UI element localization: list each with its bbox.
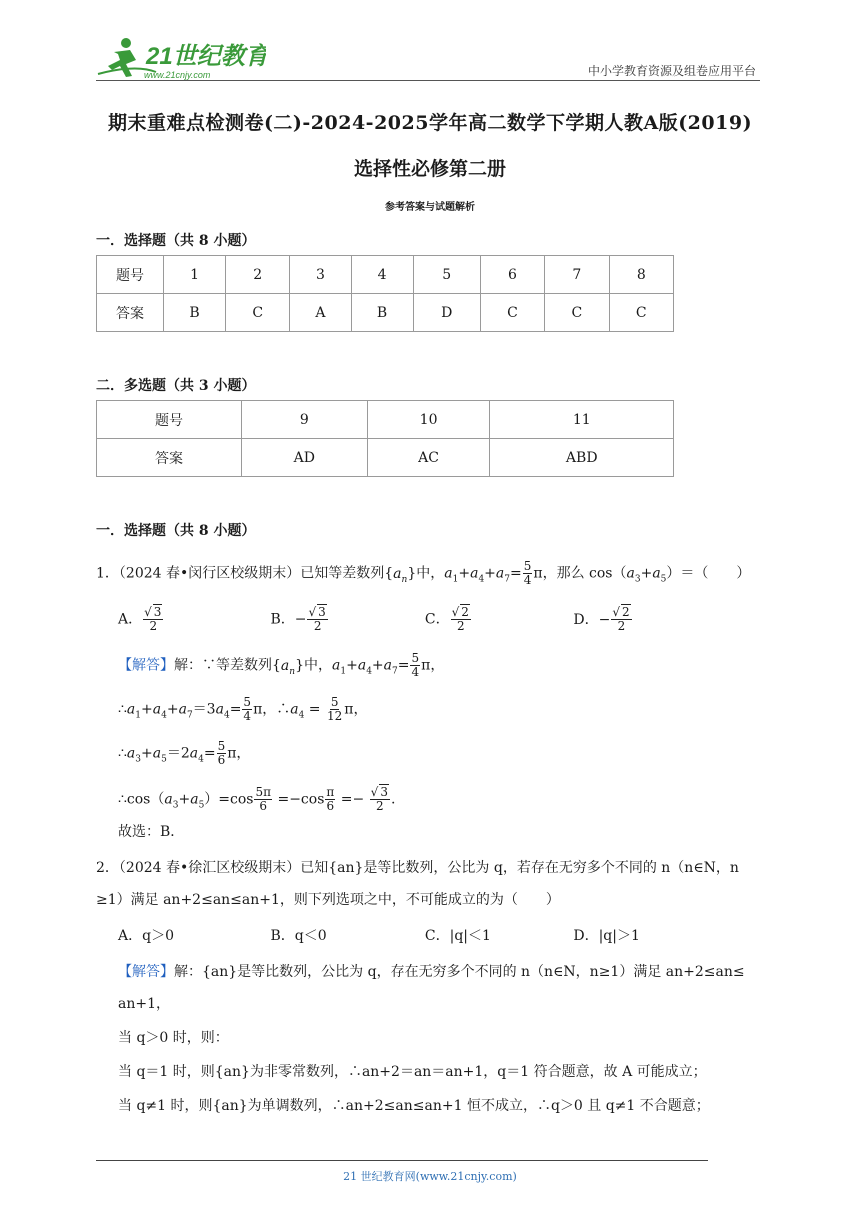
table-cell: 11 [490,401,674,439]
table-cell: A [290,294,351,332]
logo-url: www.21cnjy.com [144,70,211,80]
solution-1-line-3: $\therefore a_3+a_5=2a_4=$ $\frac{5}{6}$ π， [118,739,251,767]
footer-divider [96,1160,708,1161]
answer-table-choice [96,255,674,332]
section-heading-multi: 二．多选题（共 3 小题） [96,378,256,394]
logo [96,34,266,82]
table-cell: B [351,294,413,332]
solution-tag: 【解答】 [118,964,174,980]
table-row-label: 题号 [97,401,242,439]
table-cell: 2 [226,256,290,294]
section-heading-analysis: 一．选择题（共 8 小题） [96,523,256,539]
table-cell: AD [242,439,368,477]
footer-link[interactable]: 21 世纪教育网(www.21cnjy.com) [343,1170,517,1183]
table-cell: 10 [367,401,490,439]
table-cell: 7 [545,256,609,294]
solution-2-line-4: 当 q＝1 时，则{an}为非零常数列，∴an+2＝an＝an+1，q＝1 符合题意，故 A 可能成立； [118,1064,707,1080]
table-cell: 5 [413,256,480,294]
solution-2-line-2: an+1， [118,996,171,1012]
table-cell: 8 [609,256,673,294]
answer-table-multi [96,400,674,477]
page-title-line2: 选择性必修第二册 [353,158,506,180]
table-cell: 6 [480,256,544,294]
solution-tag: 【解答】 [118,657,174,674]
page-title: 期末重难点检测卷(二)-2024-2025学年高二数学下学期人教A版(2019) [107,112,753,134]
header-divider [96,80,760,81]
table-cell: 1 [164,256,226,294]
solution-2-line-3: 当 q＞0 时，则： [118,1030,229,1046]
solution-1-line-2: $\therefore a_1+a_4+a_7=3a_4=$ $\frac{5}{4}$ π，$\therefore a_4$ = $\frac{5}{12}$ π， [118,695,368,723]
page-subtitle: 参考答案与试题解析 [385,202,475,213]
table-row-label: 题号 [97,256,164,294]
question-2-options: A．q＞0 B．q＜0 C．|q|＜1 D．|q|＞1 [118,928,640,944]
solution-2-line-5: 当 q≠1 时，则{an}为单调数列，∴an+2≤an≤an+1 恒不成立，∴q＞0 且 q≠1 不合题意； [118,1098,710,1114]
section-heading-choice: 一．选择题（共 8 小题） [96,233,256,249]
header-platform-text: 中小学教育资源及组卷应用平台 [587,64,756,78]
logo-text: 21世纪教育 [146,43,266,70]
solution-1-line-1: 【解答】解：∵等差数列$\{a_n\}$中，$a_1+a_4+a_7=$ $\frac{5}{4}$ π， [118,651,445,679]
solution-2-line-1: 【解答】解：{an}是等比数列，公比为 q，存在无穷多个不同的 n（n∈N，n≥1）满足 an+2≤an≤ [118,964,745,980]
question-2-stem-line-2: ≥1）满足 an+2≤an≤an+1，则下列选项之中，不可能成立的为（ ） [96,892,560,908]
table-cell: AC [367,439,490,477]
table-row-label: 答案 [97,439,242,477]
table-cell: 9 [242,401,368,439]
question-1-stem: 1．（2024 春•闵行区校级期末）已知等差数列$\{a_n\}$中，$a_1+a_4+a_7=$ $\frac{5}{4}$ π，那么 $\cos(a_3+a_5)=$（ ） [96,559,751,587]
table-cell: D [413,294,480,332]
solution-1-line-4: $\therefore\cos(a_3+a_5)=\cos$ $\frac{5\pi}{6}$ =−cos $\frac{\pi}{6}$ =− $\frac{√ 3}{2}$ . [118,785,396,813]
table-row-label: 答案 [97,294,164,332]
solution-1-conclusion: 故选：B． [118,824,185,840]
question-1-options: A． $\frac{√ 3}{2}$ B．− $\frac{√ 3}{2}$ C． $\frac{√ 2}{2}$ D．− $\frac{√ 2}{2}$ [118,605,630,633]
table-cell: ABD [490,439,674,477]
table-cell: B [164,294,226,332]
table-cell: C [545,294,609,332]
question-2-stem-line-1: 2．（2024 春•徐汇区校级期末）已知{an}是等比数列，公比为 q，若存在无穷多个不同的 n（n∈N，n [96,860,739,876]
table-cell: 3 [290,256,351,294]
runner-logo-icon [96,34,266,82]
table-cell: 4 [351,256,413,294]
table-cell: C [480,294,544,332]
table-cell: C [226,294,290,332]
table-cell: C [609,294,673,332]
